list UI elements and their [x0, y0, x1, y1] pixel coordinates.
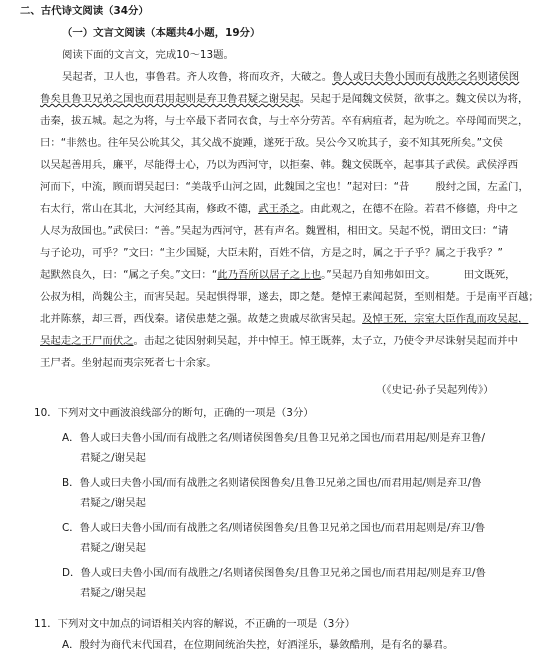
wavy-underlined-text: 鲁矣且鲁卫兄弟之国也而君用起则是弃卫鲁君疑之谢吴起 — [40, 93, 300, 105]
q10-option-a: A．鲁人或曰夫鲁小国/而有战胜之名/则诸侯图鲁矣/且鲁卫兄弟之国也/而君用起/则是弃卫鲁/ — [62, 432, 485, 444]
q10-option-d: D．鲁人或曰夫鲁小国/而有战胜之/名则诸侯图鲁矣/且鲁卫兄弟之国也/而君用起/则是弃卫/鲁 — [62, 567, 486, 579]
passage-text: 田文既死， — [463, 269, 516, 281]
passage-line-5: 以吴起善用兵，廉平，尽能得士心，乃以为西河守，以拒秦、韩。魏文侯既卒，起事其子武侯。武侯浮西 — [40, 159, 518, 171]
passage-line-7 — [40, 202, 518, 216]
passage-line-4: 曰：“非然也。往年吴公吮其父，其父战不旋踵，遂死于敌。吴公今又吮其子，妾不知其死所矣。”文侯 — [40, 137, 503, 149]
passage-line-1 — [62, 70, 519, 84]
q10-option-c-cont: 君疑之/谢吴起 — [80, 542, 146, 554]
underlined-text: 武王杀之 — [258, 203, 300, 215]
passage-line-9: 与子论功，可乎？”文曰：“主少国疑，大臣未附，百姓不信，方是之时，属之于子乎？属之于我乎？” — [40, 247, 503, 259]
source-citation: （《史记·孙子吴起列传》） — [376, 384, 494, 396]
q10-option-b: B．鲁人或曰夫鲁小国/而有战胜之名则诸侯图鲁矣/且鲁卫兄弟之国也/而君用起/则是弃卫/鲁 — [62, 477, 482, 489]
wavy-underlined-text: 鲁人或曰夫鲁小国而有战胜之名则诸侯图 — [332, 71, 520, 83]
passage-text: 殷纣之国，左孟门， — [435, 181, 529, 193]
q10-option-a-cont: 君疑之/谢吴起 — [80, 452, 146, 464]
passage-text: 。吴起于是闻魏文侯贤，欲事之。魏文侯以为将， — [299, 93, 529, 105]
q10-option-d-cont: 君疑之/谢吴起 — [80, 587, 146, 599]
passage-line-3: 击秦，拔五城。起之为将，与士卒最下者同衣食，与士卒分劳苦。卒有病疽者，起为吮之。卒母闻而哭之， — [40, 115, 529, 127]
passage-line-10 — [40, 268, 516, 282]
passage-line-6 — [40, 180, 529, 194]
passage-line-8: 人尽为敌国也。”武侯曰：“善。”吴起为西河守，甚有声名。魏置相，相田文。吴起不悦，谓田文曰：“请 — [40, 225, 509, 237]
passage-text: 右太行，常山在其北，大河经其南，修政不德， — [40, 203, 259, 215]
passage-text: 起默然良久，曰：“属之子矣。”文曰：“ — [40, 269, 218, 281]
q10-option-c: C．鲁人或曰夫鲁小国/而有战胜之名/则诸侯图鲁矣/且鲁卫兄弟之国也/而君用起则是/弃卫/鲁 — [62, 522, 486, 534]
passage-text: 。击起之徒因射刺吴起，并中悼王。悼王既葬，太子立，乃使令尹尽诛射吴起而并中 — [133, 335, 518, 347]
question-10-stem: 10．下列对文中画波浪线部分的断句，正确的一项是（3分） — [34, 407, 314, 419]
underlined-text: 此乃吾所以居子之上也 — [217, 269, 322, 281]
passage-text: 河而下，中流，顾而谓吴起曰：“美哉乎山河之固，此魏国之宝也！”起对曰：“昔 — [40, 181, 410, 193]
q10-option-b-cont: 君疑之/谢吴起 — [80, 497, 146, 509]
underlined-text: 吴起走之王尸而伏之 — [40, 335, 134, 347]
section-title: 二、古代诗文阅读（34分） — [20, 5, 149, 17]
passage-line-14: 王尸者。坐射起而夷宗死者七十余家。 — [40, 357, 217, 369]
passage-text: 。由此观之，在德不在险。若君不修德，舟中之 — [299, 203, 518, 215]
passage-text: 北并陈蔡，却三晋，西伐秦。诸侯患楚之强。故楚之贵戚尽欲害吴起。 — [40, 313, 363, 325]
passage-text: 。”吴起乃自知弗如田文。 — [321, 269, 436, 281]
sub-title: （一）文言文阅读（本题共4小题，19分） — [62, 27, 261, 39]
passage-line-11: 公叔为相，尚魏公主，而害吴起。吴起惧得罪，遂去，即之楚。楚悼王素闻起贤，至则相楚。于是南平百越； — [40, 291, 539, 303]
q11-option-a: A．殷纣为商代末代国君，在位期间统治失控，好酒淫乐，暴敛酷刑，是有名的暴君。 — [62, 639, 454, 651]
passage-line-13 — [40, 334, 518, 348]
underlined-text: 及悼王死，宗室大臣作乱而攻吴起， — [362, 313, 529, 325]
passage-text: 吴起者，卫人也，事鲁君。齐人攻鲁，将而攻齐，大破之。 — [62, 71, 333, 83]
passage-line-2 — [40, 92, 528, 106]
question-11-stem: 11．下列对文中加点的词语相关内容的解说，不正确的一项是（3分） — [34, 618, 356, 630]
passage-line-12 — [40, 312, 528, 326]
instruction-text: 阅读下面的文言文，完成10～13题。 — [62, 49, 234, 61]
